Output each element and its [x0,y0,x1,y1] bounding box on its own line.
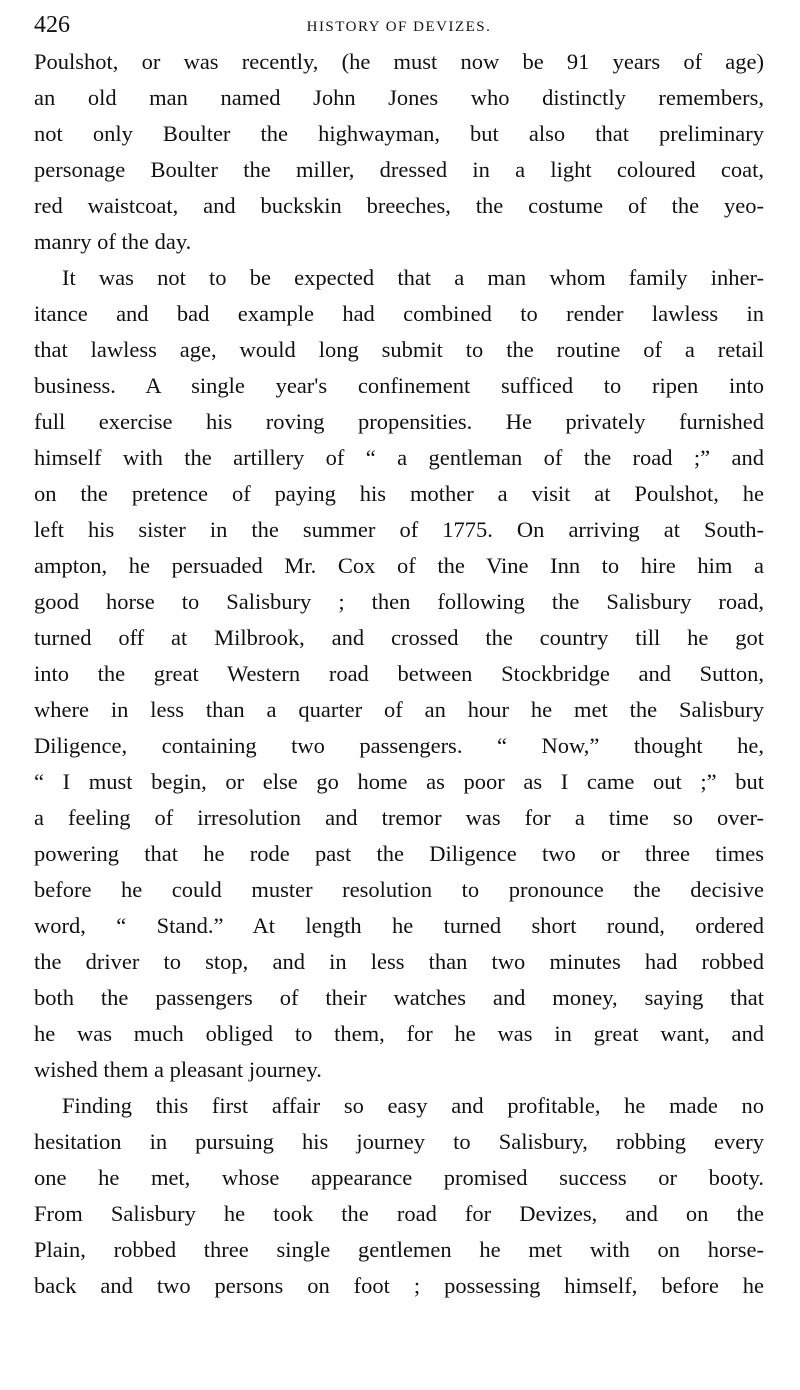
text-line: left his sister in the summer of 1775. On arriving at South- [34,517,764,542]
text-line: “ I must begin, or else go home as poor as I came out ;” but [34,769,764,794]
running-head [34,8,764,42]
text-line: wished them a pleasant journey. [34,1057,322,1082]
text-line: that lawless age, would long submit to the routine of a retail [34,337,764,362]
text-line: hesitation in pursuing his journey to Salisbury, robbing every [34,1129,764,1154]
text-line: manry of the day. [34,229,192,254]
text-line: an old man named John Jones who distinctly remembers, [34,85,764,110]
text-line: a feeling of irresolution and tremor was for a time so over- [34,805,764,830]
text-line: he was much obliged to them, for he was in great want, and [34,1021,764,1046]
text-line: on the pretence of paying his mother a visit at Poulshot, he [34,481,764,506]
text-line: where in less than a quarter of an hour he met the Salisbury [34,697,764,722]
text-line: Plain, robbed three single gentlemen he met with on horse- [34,1237,764,1262]
text-line: good horse to Salisbury ; then following the Salisbury road, [34,589,764,614]
text-line: ampton, he persuaded Mr. Cox of the Vine Inn to hire him a [34,553,764,578]
body-text [34,44,764,1304]
page-number: 426 [34,12,70,38]
text-line: before he could muster resolution to pronounce the decisive [34,877,764,902]
text-line: From Salisbury he took the road for Devizes, and on the [34,1201,764,1226]
text-line: turned off at Milbrook, and crossed the country till he got [34,625,764,650]
text-line: business. A single year's confinement sufficed to ripen into [34,373,764,398]
text-line: full exercise his roving propensities. He privately furnished [34,409,764,434]
text-line: itance and bad example had combined to render lawless in [34,301,764,326]
text-line: the driver to stop, and in less than two minutes had robbed [34,949,764,974]
text-line: himself with the artillery of “ a gentleman of the road ;” and [34,445,764,470]
text-line: personage Boulter the miller, dressed in a light coloured coat, [34,157,764,182]
book-page [34,8,764,1304]
text-line: both the passengers of their watches and money, saying that [34,985,764,1010]
text-line: into the great Western road between Stockbridge and Sutton, [34,661,764,686]
text-line: not only Boulter the highwayman, but also that preliminary [34,121,764,146]
text-line: Poulshot, or was recently, (he must now be 91 years of age) [34,49,764,74]
running-title: HISTORY OF DEVIZES. [306,19,492,35]
text-line: one he met, whose appearance promised success or booty. [34,1165,764,1190]
text-line: Finding this first affair so easy and profitable, he made no [62,1093,764,1118]
text-line: red waistcoat, and buckskin breeches, the costume of the yeo- [34,193,764,218]
text-line: back and two persons on foot ; possessing himself, before he [34,1273,764,1298]
text-line: powering that he rode past the Diligence two or three times [34,841,764,866]
text-line: Diligence, containing two passengers. “ Now,” thought he, [34,733,764,758]
text-line: word, “ Stand.” At length he turned short round, ordered [34,913,764,938]
text-line: It was not to be expected that a man whom family inher- [62,265,764,290]
